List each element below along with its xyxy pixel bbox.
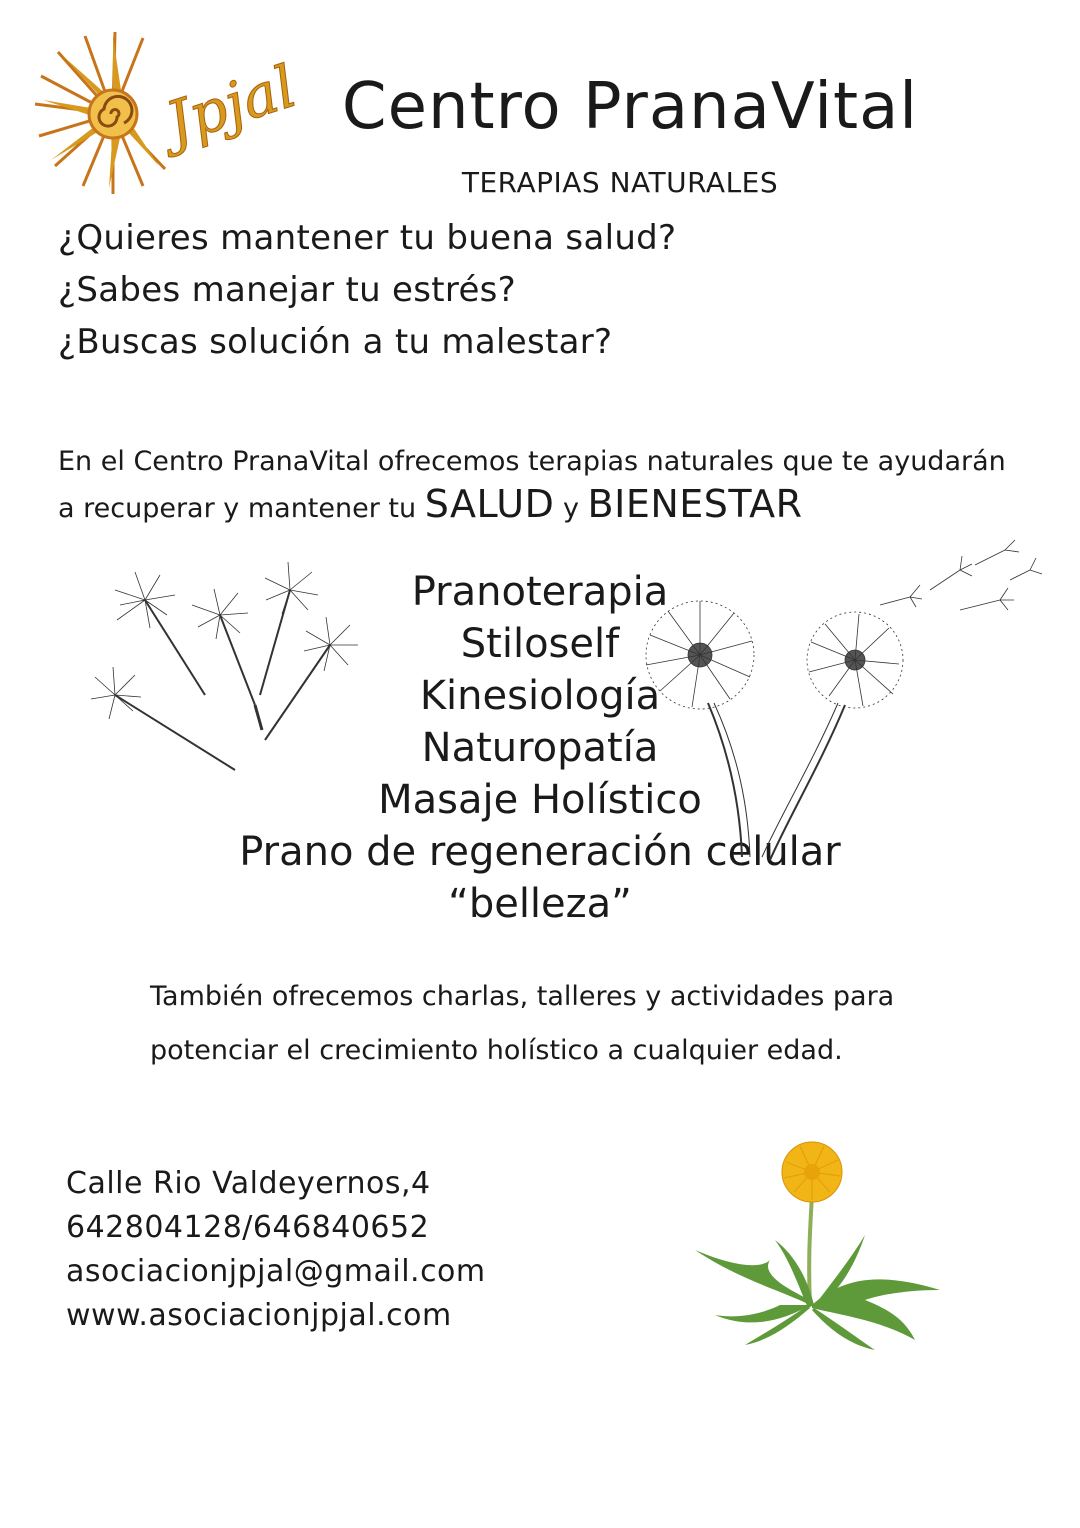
contact-block [66,1162,626,1338]
contact-phones: 642804128/646840652 [66,1210,430,1245]
extra-line-2: potenciar el crecimiento holístico a cualquier edad. [150,1035,843,1066]
question-item: ¿Buscas solución a tu malestar? [58,322,613,362]
bienestar-text: BIENESTAR [587,482,803,526]
logo-text: Jpjal [157,52,305,158]
service-item: Prano de regeneración celular [239,829,841,875]
intro-connector: y [554,493,588,524]
question-item: ¿Quieres mantener tu buena salud? [58,218,677,258]
contact-email: asociacionjpjal@gmail.com [66,1254,486,1289]
page-title: Centro PranaVital [341,70,919,144]
sun-spiral-logo-icon [18,22,305,197]
service-item: Naturopatía [421,725,659,771]
service-item: “belleza” [448,881,632,927]
service-item: Stiloself [460,621,620,667]
question-item: ¿Sabes manejar tu estrés? [58,270,517,310]
contact-website: www.asociacionjpjal.com [66,1298,452,1333]
dandelion-puffballs-icon [630,535,1050,865]
intro-line-2 [58,482,1058,531]
page-subtitle: TERAPIAS NATURALES [461,166,779,199]
extra-paragraph [150,970,950,1078]
service-item: Kinesiología [419,673,661,719]
questions-list [58,212,858,368]
intro-paragraph [58,442,1058,531]
service-item: Pranoterapia [411,569,669,615]
salud-text: SALUD [424,482,555,526]
intro-line-1: En el Centro PranaVital ofrecemos terapias naturales que te ayudarán [58,446,1006,477]
extra-line-1: También ofrecemos charlas, talleres y actividades para [150,981,895,1012]
service-item: Masaje Holístico [378,777,702,823]
intro-line-2-prefix: a recuperar y mantener tu [58,493,425,524]
contact-address: Calle Rio Valdeyernos,4 [66,1166,431,1201]
dandelion-flower-icon [690,1140,950,1350]
